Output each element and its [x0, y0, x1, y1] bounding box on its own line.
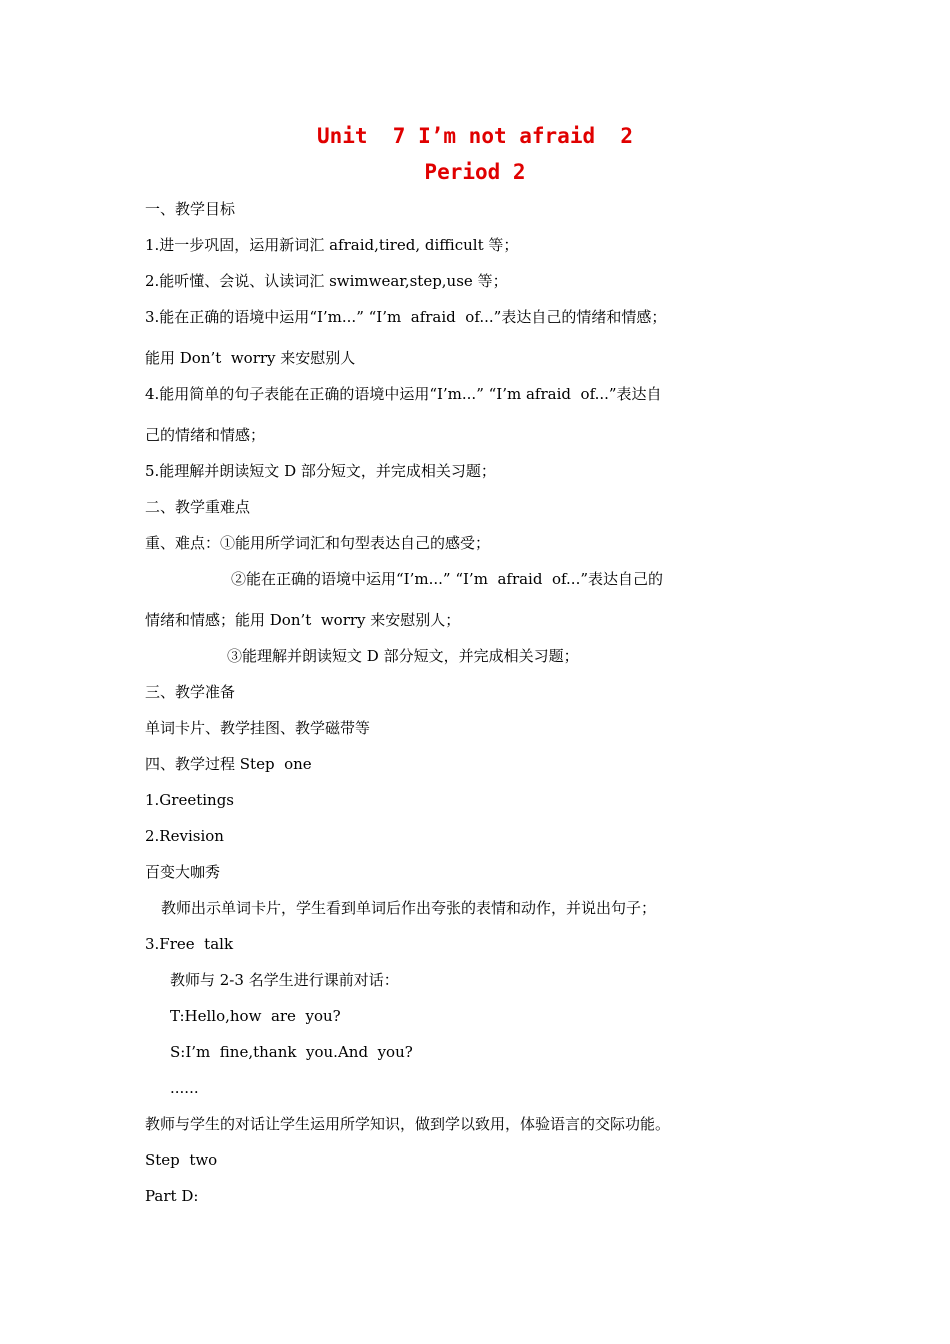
- objective-3-continued: 能用 Don’t worry 来安慰别人: [145, 349, 356, 367]
- objective-2: 2.能听懂、会说、认读词汇 swimwear,step,use 等；: [145, 272, 508, 290]
- dialogue-teacher: T:Hello,how are you?: [170, 1007, 341, 1025]
- objective-5: 5.能理解并朗读短文 D 部分短文，并完成相关习题；: [145, 462, 496, 480]
- section-heading-objectives: 一、教学目标: [145, 200, 236, 218]
- section-heading-preparation: 三、教学准备: [145, 683, 236, 701]
- section-heading-process: 四、教学过程 Step one: [145, 755, 312, 773]
- step-revision: 2.Revision: [145, 827, 224, 845]
- objective-1: 1.进一步巩固，运用新词汇 afraid,tired, difficult 等；: [145, 236, 519, 254]
- dialogue-student: S:I’m fine,thank you.And you?: [170, 1043, 413, 1061]
- step-greetings: 1.Greetings: [145, 791, 235, 809]
- objective-3: 3.能在正确的语境中运用“I’m...” “I’m afraid of...”表达自己的情绪和情感；: [145, 308, 667, 326]
- document-title: Unit 7 I’m not afraid 2: [316, 124, 634, 148]
- key-point-2: ②能在正确的语境中运用“I’m...” “I’m afraid of...”表达自己的: [231, 570, 664, 588]
- free-talk-description: 教师与 2-3 名学生进行课前对话：: [170, 971, 399, 989]
- activity-description: 教师出示单词卡片，学生看到单词后作出夸张的表情和动作，并说出句子；: [161, 899, 657, 917]
- step-two-heading: Step two: [145, 1151, 218, 1169]
- activity-title: 百变大咖秀: [145, 863, 221, 881]
- dialogue-ellipsis: ......: [170, 1079, 199, 1097]
- objective-4-continued: 己的情绪和情感；: [145, 426, 266, 444]
- key-point-3: ③能理解并朗读短文 D 部分短文，并完成相关习题；: [227, 647, 579, 665]
- part-d-heading: Part D:: [145, 1187, 199, 1205]
- objective-4: 4.能用简单的句子表能在正确的语境中运用“I’m...” “I’m afraid of...”表达自: [145, 385, 662, 403]
- preparation-items: 单词卡片、教学挂图、教学磁带等: [145, 719, 371, 737]
- document-subtitle: Period 2: [424, 160, 526, 184]
- step-free-talk: 3.Free talk: [145, 935, 234, 953]
- dialogue-purpose: 教师与学生的对话让学生运用所学知识，做到学以致用，体验语言的交际功能。: [145, 1115, 671, 1133]
- key-point-2-continued: 情绪和情感；能用 Don’t worry 来安慰别人；: [145, 611, 461, 629]
- key-point-1: 重、难点：①能用所学词汇和句型表达自己的感受；: [145, 534, 491, 552]
- section-heading-key-points: 二、教学重难点: [145, 498, 251, 516]
